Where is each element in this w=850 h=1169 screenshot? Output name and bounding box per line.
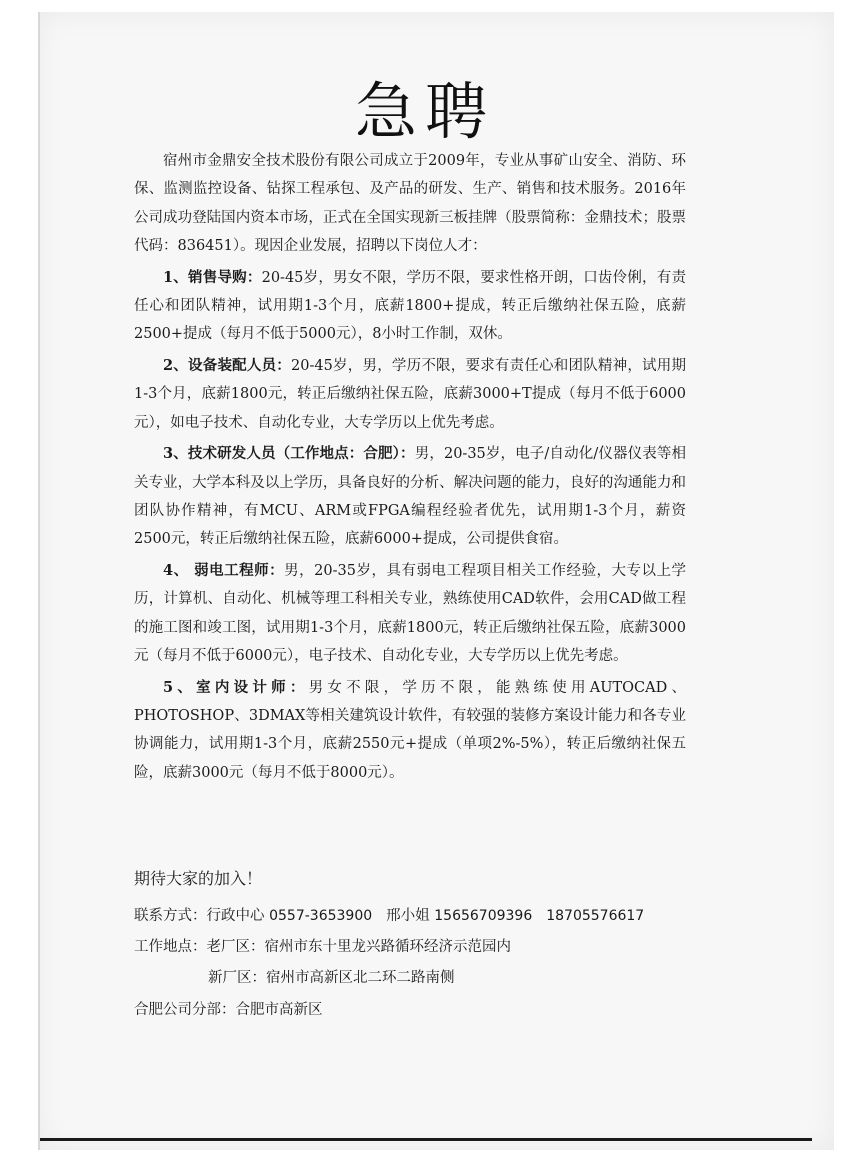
page-title: 急聘 — [354, 75, 495, 148]
position-3 — [134, 440, 686, 553]
location-new-address: 宿州市高新区北二环二路南侧 — [266, 970, 455, 986]
contact-line — [134, 904, 644, 925]
branch-address: 合肥市高新区 — [235, 1002, 323, 1018]
contact-phone-mobile-1: 15656709396 — [434, 908, 533, 924]
bottom-divider — [40, 1138, 812, 1141]
position-4-title: 4、 弱电工程师： — [163, 562, 285, 580]
branch-label: 合肥公司分部： — [134, 1002, 236, 1018]
location-old-address: 宿州市东十里龙兴路循环经济示范园内 — [264, 939, 511, 955]
location-old-label: 老厂区： — [206, 939, 265, 955]
location-new-line — [208, 966, 455, 987]
position-4 — [134, 557, 686, 670]
paper-edge — [38, 12, 40, 1150]
contact-dept: 行政中心 — [206, 908, 265, 924]
position-2-title: 2、设备装配人员： — [163, 357, 292, 375]
location-label: 工作地点： — [134, 939, 207, 955]
position-3-title: 3、技术研发人员（工作地点：合肥）： — [163, 445, 415, 463]
branch-line — [134, 998, 323, 1019]
location-new-label: 新厂区： — [208, 970, 266, 986]
position-2 — [134, 352, 686, 437]
position-3-text: 男，20-35岁，电子/自动化/仪器仪表等相关专业，大学本科及以上学历，具备良好的分析、解决问题的能力，良好的沟通能力和团队协作精神，有MCU、ARM或FPGA编程经验者优先，试用期1-3个月，薪资2500元，转正后缴纳社保五险，底薪6000+提成，公司提供食宿。 — [134, 446, 686, 548]
contact-phone-mobile-2: 18705576617 — [546, 908, 645, 924]
position-5-text: 男女不限，学历不限，能熟练使用AUTOCAD、PHOTOSHOP、3DMAX等相关建筑设计软件，有较强的装修方案设计能力和各专业协调能力，试用期1-3个月，底薪2550元+提成（单项2%-5%），转正后缴纳社保五险，底薪3000元（每月不低于8000元）。 — [134, 679, 686, 781]
position-5-title: 5、室内设计师： — [163, 678, 309, 696]
position-1 — [134, 264, 686, 349]
position-2-text: 20-45岁，男，学历不限，要求有责任心和团队精神，试用期1-3个月，底薪1800元，转正后缴纳社保五险，底薪3000+T提成（每月不低于6000元），如电子技术、自动化专业，大专学历以上优先考虑。 — [134, 358, 686, 431]
job-posting-body — [134, 147, 686, 787]
position-4-text: 男，20-35岁，具有弱电工程项目相关工作经验，大专以上学历，计算机、自动化、机械等理工科相关专业，熟练使用CAD软件，会用CAD做工程的施工图和竣工图，试用期1-3个月，底薪1800元，转正后缴纳社保五险，底薪3000元（每月不低于6000元），电子技术、自动化专业，大专学历以上优先考虑。 — [134, 563, 686, 665]
contact-label: 联系方式： — [134, 908, 207, 924]
position-1-title: 1、销售导购： — [163, 268, 262, 286]
position-1-text: 20-45岁，男女不限，学历不限，要求性格开朗，口齿伶俐，有责任心和团队精神，试用期1-3个月，底薪1800+提成，转正后缴纳社保五险，底薪2500+提成（每月不低于5000元），8小时工作制，双休。 — [134, 269, 686, 343]
location-old-line — [134, 935, 511, 956]
contact-person: 邢小姐 — [386, 908, 430, 924]
position-5 — [134, 674, 686, 787]
closing-line: 期待大家的加入！ — [134, 869, 263, 888]
intro-paragraph: 宿州市金鼎安全技术股份有限公司成立于2009年，专业从事矿山安全、消防、环保、监测监控设备、钻探工程承包、及产品的研发、生产、销售和技术服务。2016年公司成功登陆国内资本市场，正式在全国实现新三板挂牌（股票简称：金鼎技术；股票代码：836451）。现因企业发展，招聘以下岗位人才： — [134, 153, 686, 254]
contact-phone-office: 0557-3653900 — [269, 908, 373, 924]
